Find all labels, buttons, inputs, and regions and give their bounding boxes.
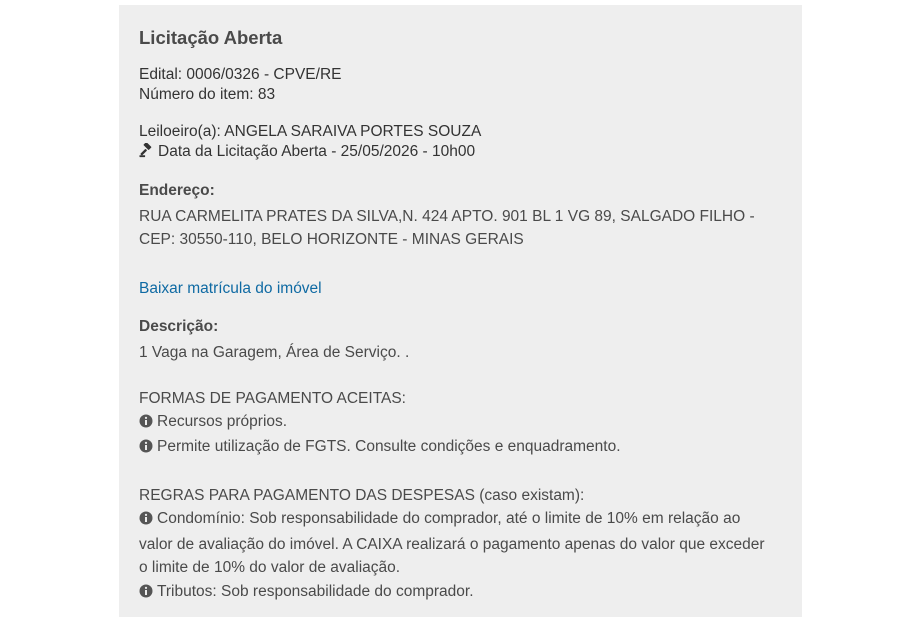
description-label: Descrição: xyxy=(139,318,219,335)
payment-item xyxy=(139,435,782,460)
address-block xyxy=(139,181,782,251)
description-text: 1 Vaga na Garagem, Área de Serviço. . xyxy=(139,344,410,361)
page-title: Licitação Aberta xyxy=(139,27,283,48)
auction-block xyxy=(139,122,782,164)
property-details-panel xyxy=(119,5,802,617)
description-block xyxy=(139,317,782,364)
info-circle-icon xyxy=(139,509,153,533)
auction-date-row xyxy=(139,142,782,164)
download-link-row xyxy=(139,279,782,299)
payment-item-text: Recursos próprios. xyxy=(157,413,288,430)
expense-rules-heading: REGRAS PARA PAGAMENTO DAS DESPESAS (caso existam): xyxy=(139,487,585,504)
auction-date-text: Data da Licitação Aberta - 25/05/2026 - 10h00 xyxy=(158,143,476,160)
payment-item xyxy=(139,410,782,435)
condo-rule-line-3: o limite de 10% do valor de avaliação. xyxy=(139,559,401,576)
auctioneer-text: Leiloeiro(a): ANGELA SARAIVA PORTES SOUZA xyxy=(139,123,482,140)
expense-rules-block xyxy=(139,484,782,605)
address-label: Endereço: xyxy=(139,182,215,199)
download-registration-link[interactable]: Baixar matrícula do imóvel xyxy=(139,280,322,297)
gavel-icon xyxy=(139,143,154,164)
payment-methods-block xyxy=(139,387,782,460)
edital-text: Edital: 0006/0326 - CPVE/RE xyxy=(139,66,342,83)
address-line-1: RUA CARMELITA PRATES DA SILVA,N. 424 APTO. 901 BL 1 VG 89, SALGADO FILHO - xyxy=(139,208,755,225)
payment-item-text: Permite utilização de FGTS. Consulte condições e enquadramento. xyxy=(157,438,621,455)
info-circle-icon xyxy=(139,412,153,435)
condo-rule-line-1 xyxy=(139,507,782,533)
address-line-2: CEP: 30550-110, BELO HORIZONTE - MINAS GERAIS xyxy=(139,231,524,248)
condo-rule-text-1: Condomínio: Sob responsabilidade do comprador, até o limite de 10% em relação ao xyxy=(157,510,741,527)
tax-rule-line xyxy=(139,580,782,606)
condo-rule-line-2: valor de avaliação do imóvel. A CAIXA realizará o pagamento apenas do valor que exceder xyxy=(139,535,765,553)
tax-rule-text: Tributos: Sob responsabilidade do comprador. xyxy=(157,582,474,600)
edital-block xyxy=(139,65,782,105)
payment-methods-heading: FORMAS DE PAGAMENTO ACEITAS: xyxy=(139,390,406,407)
info-circle-icon xyxy=(139,582,153,606)
item-number-text: Número do item: 83 xyxy=(139,86,276,103)
info-circle-icon xyxy=(139,437,153,460)
